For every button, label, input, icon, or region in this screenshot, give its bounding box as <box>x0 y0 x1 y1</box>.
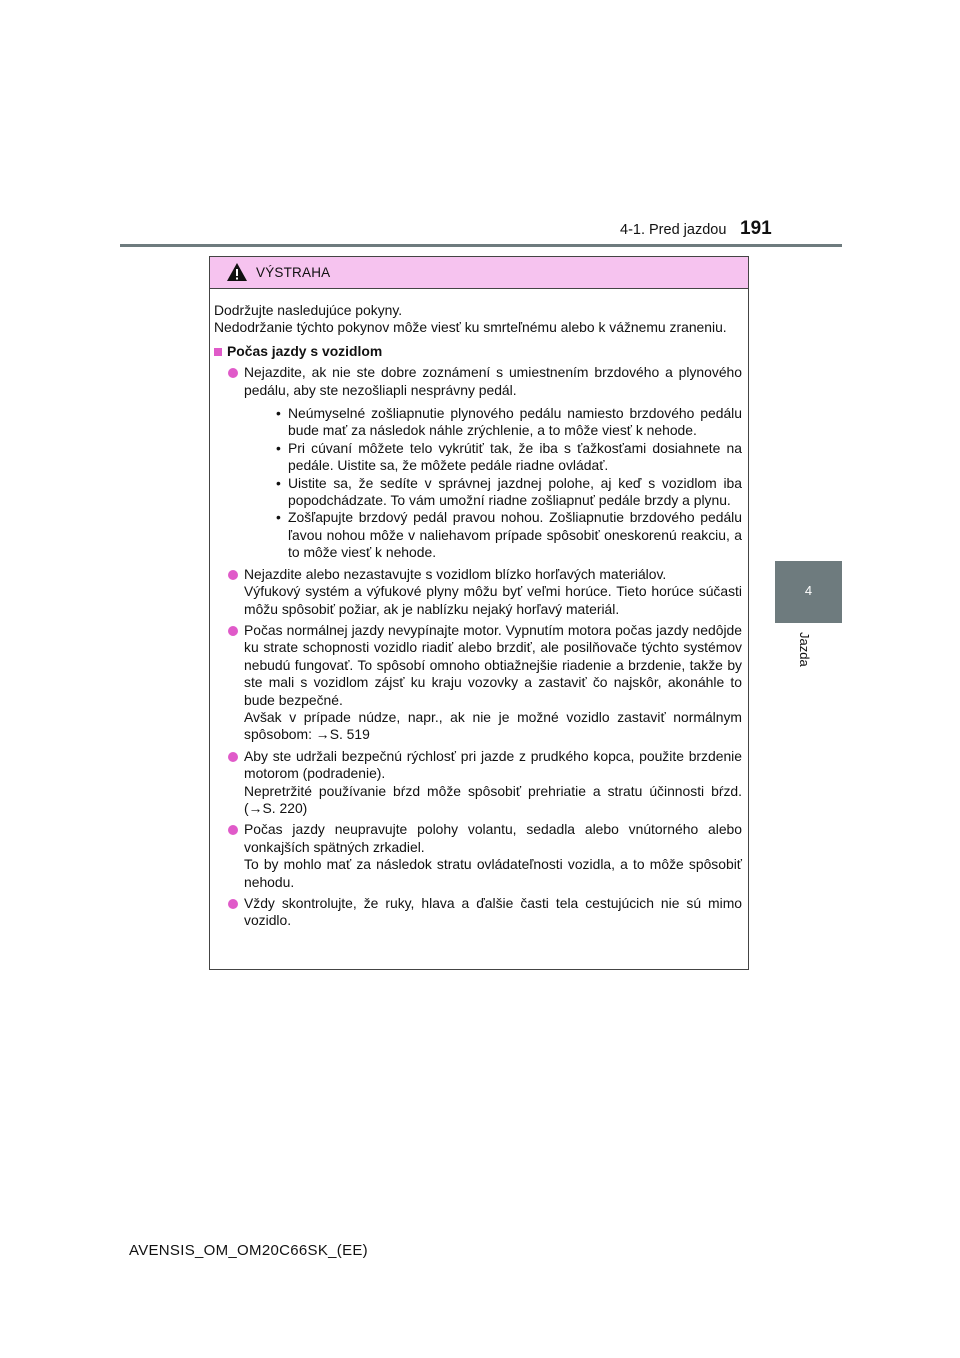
circle-bullet-icon <box>228 626 238 636</box>
sub-item-text: Zošľapujte brzdový pedál pravou nohou. Zošliapnutie brzdového pedálu ľavou nohou môže v naliehavom prípade spôsobiť oneskorenú reakciu, a to môže viesť k nehode. <box>288 509 742 561</box>
footer-doc-id: AVENSIS_OM_OM20C66SK_(EE) <box>129 1242 368 1259</box>
subheading-text: Počas jazdy s vozidlom <box>227 342 383 359</box>
warning-title: VÝSTRAHA <box>256 265 331 280</box>
intro-line: Nedodržanie týchto pokynov môže viesť ku smrteľnému alebo k vážnemu zraneniu. <box>214 319 727 336</box>
page-number: 191 <box>740 218 772 239</box>
list-item <box>214 622 742 744</box>
circle-bullet-icon <box>228 825 238 835</box>
sub-list <box>274 405 742 562</box>
sub-item-text: Neúmyselné zošliapnutie plynového pedálu namiesto brzdového pedálu bude mať za následok náhle zrýchlenie, a to môže viesť k nehode. <box>288 405 742 439</box>
item-text: To by mohlo mať za následok stratu ovládateľnosti vozidla, a to môže spôsobiť nehodu. <box>244 856 742 890</box>
warning-box <box>209 256 749 970</box>
sub-item-text: Pri cúvaní môžete telo vykrútiť tak, že iba s ťažkosťami dosiahnete na pedále. Uistite sa, že môžete pedále riadne ovládať. <box>288 439 742 474</box>
warning-header <box>210 257 748 289</box>
item-text: Počas jazdy neupravujte polohy volantu, sedadla alebo vnútorného alebo vonkajších spätných zrkadiel. <box>244 821 742 855</box>
item-text: Výfukový systém a výfukové plyny môžu byť veľmi horúce. Tieto horúce súčasti môžu spôsobiť požiar, ak je nablízku nejaký horľavý materiál. <box>244 583 742 617</box>
item-text: Nejazdite, ak nie ste dobre zoznámení s umiestnením brzdového a plynového pedálu, aby ste nezošliapli nesprávny pedál. <box>244 364 742 398</box>
circle-bullet-icon <box>228 899 238 909</box>
dot-bullet-icon: • <box>276 439 281 456</box>
square-bullet-icon <box>214 348 222 356</box>
intro-line: Dodržujte nasledujúce pokyny. <box>214 302 403 318</box>
chapter-label-wrap <box>790 632 830 672</box>
circle-bullet-icon <box>228 570 238 580</box>
subheading <box>214 343 742 360</box>
sub-list-item <box>274 475 742 510</box>
list-item <box>214 364 742 561</box>
item-text: Počas normálnej jazdy nevypínajte motor. Vypnutím motora počas jazdy nedôjde ku strate schopnosti vozidlo riadiť alebo brzdiť, ale posilňovače týchto systémov nebudú fungovať. To spôsobí omnoho obtiažnejšie riadenie a brzdenie, takže by ste mali s vozidlom zájsť ku kraju vozovky a zastaviť čo najskôr, akonáhle to bude bezpečné. <box>244 621 742 708</box>
item-text: Nepretržité používanie bŕzd môže spôsobiť prehriatie a stratu účinnosti bŕzd. (→S. 220) <box>244 782 742 816</box>
list-item <box>214 748 742 818</box>
header-rule <box>120 244 842 247</box>
chapter-number: 4 <box>804 583 813 598</box>
item-text: Avšak v prípade núdze, napr., ak nie je možné vozidlo zastaviť normálnym spôsobom: →S. 519 <box>244 708 742 743</box>
list-item <box>214 821 742 891</box>
warning-intro <box>214 302 742 337</box>
sub-list-item <box>274 440 742 475</box>
warning-body <box>210 289 748 930</box>
dot-bullet-icon: • <box>276 509 281 526</box>
section-title: 4-1. Pred jazdou <box>620 222 727 238</box>
sub-item-text: Uistite sa, že sedíte v správnej jazdnej polohe, aj keď s vozidlom iba popodchádzate. To vám umožní riadne zošliapnuť pedále brzdy a plynu. <box>288 474 742 509</box>
list-item <box>214 895 742 930</box>
chapter-tab <box>775 561 842 623</box>
circle-bullet-icon <box>228 752 238 762</box>
item-text: Vždy skontrolujte, že ruky, hlava a ďalšie časti tela cestujúcich nie sú mimo vozidlo. <box>244 895 742 929</box>
chapter-label: Jazda <box>797 632 812 667</box>
list-item <box>214 566 742 618</box>
warning-triangle-icon <box>226 262 248 282</box>
item-text: Nejazdite alebo nezastavujte s vozidlom blízko horľavých materiálov. <box>244 565 667 582</box>
sub-list-item <box>274 509 742 561</box>
dot-bullet-icon: • <box>276 474 281 491</box>
sub-list-item <box>274 405 742 440</box>
circle-bullet-icon <box>228 368 238 378</box>
dot-bullet-icon: • <box>276 405 281 422</box>
item-text: Aby ste udržali bezpečnú rýchlosť pri jazde z prudkého kopca, použite brzdenie motorom (podradenie). <box>244 747 742 782</box>
